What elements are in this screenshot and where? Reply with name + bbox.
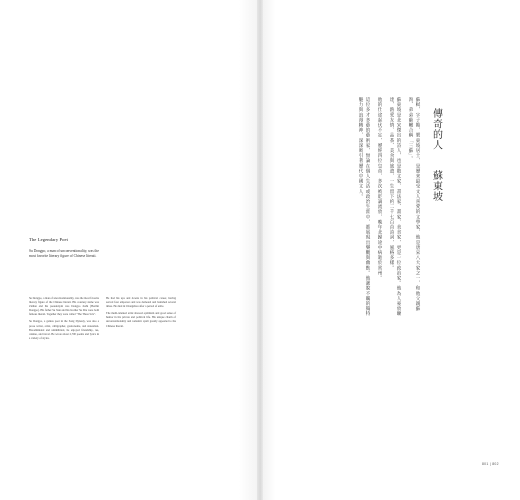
chinese-paragraph: 他的仕途起伏不定，歷經四位皇帝，多次被貶謫流放，晚年北歸途中病逝於常州。: [378, 97, 383, 281]
english-column-2: [106, 297, 176, 332]
english-paragraph: The multi-talented artist showed optimism and good sense of humor in his private and political life. His unique charm of unconventionality and romantic spirit greatly appealed to the Chinese literati.: [106, 312, 176, 328]
chinese-paragraph: 蘇軾，字子瞻，號東坡居士，是歷來最受文人喜愛的文學家，他是唐宋八大家之一，和他父親蘇洵、弟弟蘇轍合稱「三蘇」。: [409, 97, 421, 312]
english-paragraph: Su Dongpo, a man of unconventionality, was the most favorite literary figure of the Chinese literati. His courtesy name was Zizhan and his pseudonym was Dongpo Jushi (Hermit Dongpo). His father Su Xun and his brother Su Zhe were both famous literati. Together they were called "The Three Su's".: [29, 297, 99, 317]
chinese-paragraph: 這位多才多藝的藝術家，無論在個人生活或政治生涯中，都展現出樂觀與幽默。他灑脫不羈的獨特魅力與浪漫精神，深深吸引著歷代中國文人。: [359, 97, 371, 317]
english-intro: Su Dongpo, a man of unconventionality, was the most favorite literary figure of Chinese literati.: [29, 249, 99, 258]
english-title: The Legendary Poet: [29, 237, 69, 242]
book-gutter: [257, 0, 263, 500]
english-paragraph: Su Dongpo, a genius poet in the Song Dynasty, was also a prose writer, artist, calligrapher, gastronome, and statesman. Broadminded and uninhibited, he enjoyed friendship, tea, cuisine, and travel. He wrote about 2,700 poems and lyrics in a variety of styles.: [29, 320, 99, 340]
chinese-heading: [430, 108, 441, 201]
chinese-paragraph: 蘇東坡是北宋傑出的詩人，也是散文家、書法家、畫家、美食家，更是一位政治家。他為人豪放曠達，熱愛友情、品茶、美食與旅遊，一生留下約二千七百首詩詞，風格多樣。: [390, 97, 402, 317]
english-column-1: [29, 297, 99, 344]
page-numbers: 801 | 802: [482, 462, 499, 466]
english-paragraph: He had his ups and downs in his political career, having served four emperors and was demoted and banished several times. He died in Changzhou after a period of exile.: [106, 297, 176, 309]
chinese-body: [268, 97, 422, 319]
chinese-heading-name: 蘇東坡: [430, 169, 442, 201]
chinese-heading-title: 傳奇的人: [430, 108, 442, 150]
